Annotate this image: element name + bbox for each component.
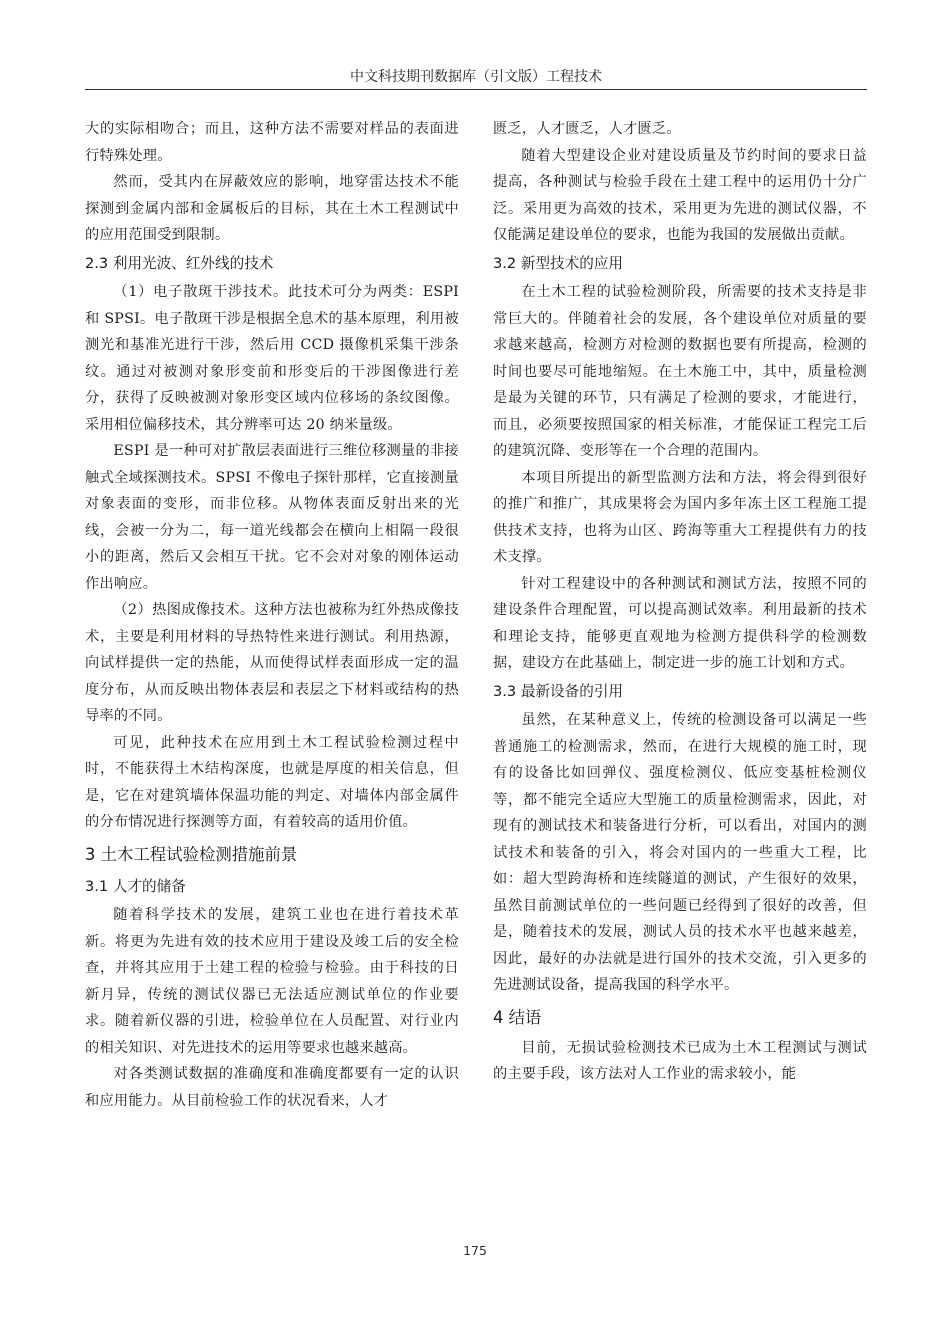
paragraph: ESPI 是一种可对扩散层表面进行三维位移测量的非接触式全域探测技术。SPSI 不像电子探针那样，它直接测量对象表面的变形，而非位移。从物体表面反射出来的光线，会被一分为二，每一道光线都会在横向上相隔一段很小的距离，然后又会相互干扰。它不会对对象的刚体运动作出响应。 xyxy=(85,443,459,592)
paragraph: 对各类测试数据的准确度和准确度都要有一定的认识和应用能力。从目前检验工作的状况看来，人才 xyxy=(85,1066,459,1109)
paragraph: 随着大型建设企业对建设质量及节约时间的要求日益提高，各种测试与检验手段在土建工程中的运用仍十分广泛。采用更为高效的技术，采用更为先进的测试仪器，不仅能满足建设单位的要求，也能为我国的发展做出贡献。 xyxy=(493,147,867,243)
section-heading: 3 土木工程试验检测措施前景 xyxy=(85,844,298,864)
section-heading: 4 结语 xyxy=(493,1007,542,1027)
paragraph: （2）热图成像技术。这种方法也被称为红外热成像技术，主要是利用材料的导热特性来进行测试。利用热源，向试样提供一定的热能，从而使得试样表面形成一定的温度分布，从而反映出物体表层和表层之下材料或结构的热导率的不同。 xyxy=(85,602,459,724)
paragraph: 在土木工程的试验检测阶段，所需要的技术支持是非常巨大的。伴随着社会的发展，各个建设单位对质量的要求越来越高，检测方对检测的数据也要有所提高，检测的时间也要尽可能地缩短。在土木施工中，其中，质量检测是最为关键的环节，只有满足了检测的要求，才能进行，而且，必须要按照国家的相关标准，才能保证工程完工后的建筑沉降、变形等在一个合理的范围内。 xyxy=(493,284,867,459)
paragraph: 匮乏，人才匮乏，人才匮乏。 xyxy=(493,121,681,137)
paragraph: 本项目所提出的新型监测方法和方法，将会得到很好的推广和推广，其成果将会为国内多年冻土区工程施工提供技术支持，也将为山区、跨海等重大工程提供有力的技术支撑。 xyxy=(493,469,867,565)
left-column xyxy=(85,116,459,1114)
header-divider xyxy=(85,89,867,90)
right-column xyxy=(493,116,867,1088)
paragraph: 大的实际相吻合；而且，这种方法不需要对样品的表面进行特殊处理。 xyxy=(85,121,459,164)
paragraph: 随着科学技术的发展，建筑工业也在进行着技术革新。将更为先进有效的技术应用于建设及竣工后的安全检查，并将其应用于土建工程的检验与检验。由于科技的日新月异，传统的测试仪器已无法适应测试单位的作业要求。随着新仪器的引进，检验单位在人员配置、对行业内的相关知识、对先进技术的运用等要求也越来越高。 xyxy=(85,907,459,1056)
paragraph: 然而，受其内在屏蔽效应的影响，地穿雷达技术不能探测到金属内部和金属板后的目标，其在土木工程测试中的应用范围受到限制。 xyxy=(85,174,459,243)
subsection-heading: 3.2 新型技术的应用 xyxy=(493,254,624,272)
paragraph: 虽然，在某种意义上，传统的检测设备可以满足一些普通施工的检测需求，然而，在进行大规模的施工时，现有的设备比如回弹仪、强度检测仪、低应变基桩检测仪等，都不能完全适应大型施工的质量检测需求，因此，对现有的测试技术和装备进行分析，可以看出，对国内的测试技术和装备的引入，将会对国内的一些重大工程，比如：超大型跨海桥和连续隧道的测试，产生很好的效果，虽然目前测试单位的一些问题已经得到了很好的改善，但是，随着技术的发展，测试人员的技术水平也越来越差，因此，最好的办法就是进行国外的技术交流，引入更多的先进测试设备，提高我国的科学水平。 xyxy=(493,712,867,993)
subsection-heading: 3.3 最新设备的引用 xyxy=(493,682,624,700)
subsection-heading: 2.3 利用光波、红外线的技术 xyxy=(85,254,274,272)
paragraph: 目前，无损试验检测技术已成为土木工程测试与测试的主要手段，该方法对人工作业的需求较小，能 xyxy=(493,1039,867,1082)
paragraph: （1）电子散斑干涉技术。此技术可分为两类：ESPI 和 SPSI。电子散斑干涉是根据全息术的基本原理，利用被测光和基准光进行干涉，然后用 CCD 摄像机采集干涉条纹。通过对被测对象形变前和形变后的干涉图像进行差分，获得了反映被测对象形变区域内位移场的条纹图像。采用相位偏移技术，其分辨率可达 20 纳米量级。 xyxy=(85,284,459,433)
subsection-heading: 3.1 人才的储备 xyxy=(85,877,186,895)
running-header: 中文科技期刊数据库（引文版）工程技术 xyxy=(350,69,602,85)
paragraph: 可见，此种技术在应用到土木工程试验检测过程中时，不能获得土木结构深度，也就是厚度的相关信息，但是，它在对建筑墙体保温功能的判定、对墙体内部金属件的分布情况进行探测等方面，有着较高的适用价值。 xyxy=(85,734,459,830)
paragraph: 针对工程建设中的各种测试和测试方法，按照不同的建设条件合理配置，可以提高测试效率。利用最新的技术和理论支持，能够更直观地为检测方提供科学的检测数据，建设方在此基础上，制定进一步的施工计划和方式。 xyxy=(493,575,867,671)
page-number: 175 xyxy=(463,1243,487,1258)
